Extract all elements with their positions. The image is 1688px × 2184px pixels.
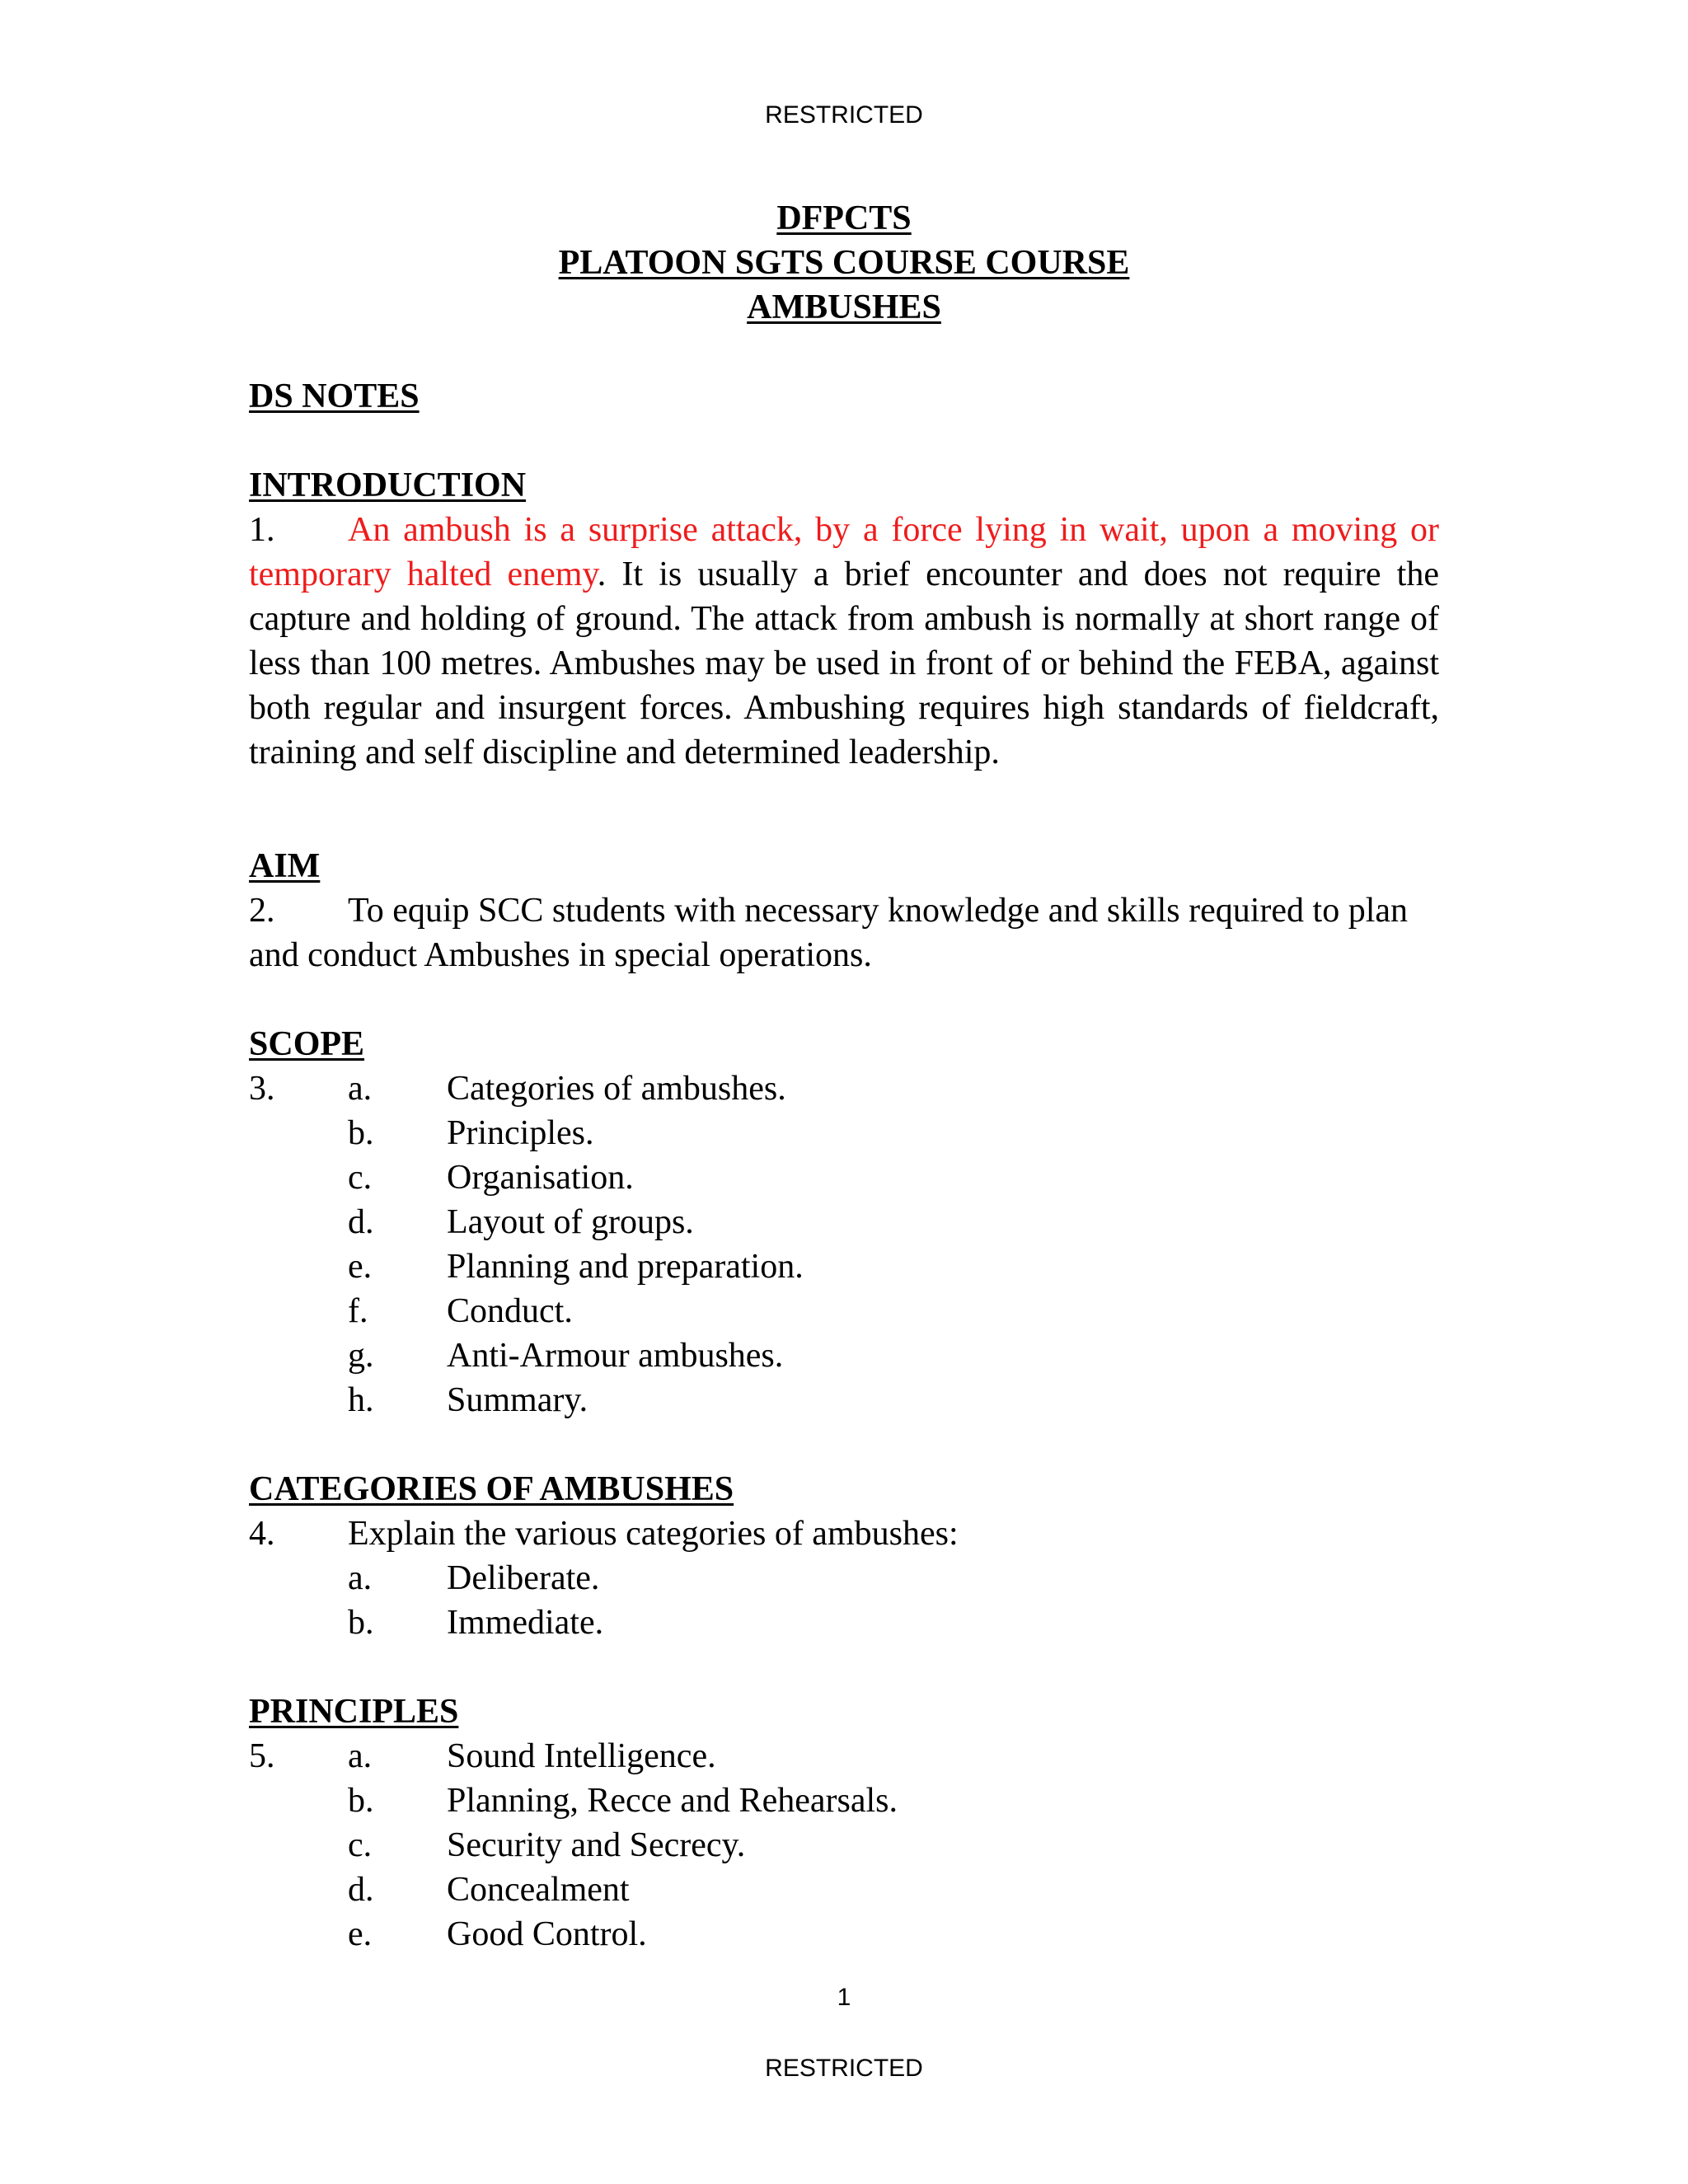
item-text: Summary. (447, 1381, 588, 1419)
categories-list (249, 1511, 1439, 1645)
item-text: Security and Secrecy. (447, 1826, 746, 1864)
list-item (249, 1333, 1439, 1378)
ds-notes-heading: DS NOTES (249, 377, 420, 415)
paragraph-number: 2. (249, 892, 275, 930)
list-item (249, 1779, 1439, 1823)
item-text: Concealment (447, 1871, 630, 1909)
list-item (249, 1601, 1439, 1645)
item-letter: b. (348, 1604, 374, 1642)
title-block (249, 196, 1439, 330)
list-item (249, 1511, 1439, 1556)
list-item (249, 1734, 1439, 1779)
item-text: Planning and preparation. (447, 1248, 804, 1286)
page-number: 1 (837, 1984, 851, 2011)
item-text: Deliberate. (447, 1559, 600, 1597)
item-letter: g. (348, 1337, 374, 1375)
list-item (249, 1155, 1439, 1200)
item-letter: a. (348, 1737, 373, 1775)
item-letter: c. (348, 1159, 373, 1197)
item-text: Immediate. (447, 1604, 604, 1642)
item-letter: c. (348, 1826, 373, 1864)
aim-paragraph (249, 888, 1439, 977)
introduction-paragraph (249, 508, 1439, 775)
item-text: Conduct. (447, 1292, 573, 1330)
item-text: Principles. (447, 1114, 594, 1152)
title-line-3: AMBUSHES (747, 288, 941, 326)
paragraph-number: 1. (249, 511, 275, 549)
title-line-2: PLATOON SGTS COURSE COURSE (558, 244, 1130, 282)
item-text: Sound Intelligence. (447, 1737, 716, 1775)
list-item (249, 1200, 1439, 1244)
item-text: Categories of ambushes. (447, 1070, 786, 1108)
item-letter: e. (348, 1248, 373, 1286)
list-item (249, 1066, 1439, 1111)
paragraph-number: 3. (249, 1070, 275, 1108)
item-letter: b. (348, 1114, 374, 1152)
item-text: Planning, Recce and Rehearsals. (447, 1782, 898, 1820)
item-letter: f. (348, 1292, 368, 1330)
introduction-heading: INTRODUCTION (249, 466, 527, 504)
list-item (249, 1868, 1439, 1912)
categories-intro: Explain the various categories of ambushes: (348, 1515, 959, 1553)
item-letter: b. (348, 1782, 374, 1820)
item-text: Organisation. (447, 1159, 634, 1197)
item-text: Anti-Armour ambushes. (447, 1337, 784, 1375)
list-item (249, 1823, 1439, 1868)
list-item (249, 1378, 1439, 1422)
scope-list (249, 1066, 1439, 1422)
item-letter: a. (348, 1559, 373, 1597)
ambush-definition: An ambush is a surprise attack, by a force lying in wait, upon a moving or temporary halted enemy (249, 511, 1439, 593)
principles-heading: PRINCIPLES (249, 1693, 459, 1731)
item-letter: a. (348, 1070, 373, 1108)
item-letter: d. (348, 1203, 374, 1241)
classification-marking-top: RESTRICTED (765, 101, 923, 129)
item-letter: e. (348, 1915, 373, 1953)
scope-heading: SCOPE (249, 1025, 365, 1063)
paragraph-number: 4. (249, 1515, 275, 1553)
introduction-text: . It is usually a brief encounter and does not require the capture and holding of ground. The attack from ambush is normally at short range of less than 100 metres. Ambushes may be used in front of or behind the FEBA, against both regular and insurgent forces. Ambushing requires high standards of fieldcraft, training and self discipline and determined leadership. (249, 555, 1439, 771)
aim-text: To equip SCC students with necessary knowledge and skills required to plan and conduct Ambushes in special operations. (249, 892, 1409, 974)
title-line-1: DFPCTS (776, 199, 912, 237)
item-text: Layout of groups. (447, 1203, 694, 1241)
item-letter: h. (348, 1381, 374, 1419)
item-letter: d. (348, 1871, 374, 1909)
aim-heading: AIM (249, 847, 321, 885)
item-text: Good Control. (447, 1915, 647, 1953)
list-item (249, 1912, 1439, 1957)
list-item (249, 1111, 1439, 1155)
paragraph-number: 5. (249, 1737, 275, 1775)
list-item (249, 1556, 1439, 1601)
document-body (249, 196, 1439, 1957)
classification-marking-bottom: RESTRICTED (765, 2055, 923, 2082)
list-item (249, 1289, 1439, 1333)
principles-list (249, 1734, 1439, 1957)
list-item (249, 1244, 1439, 1289)
categories-heading: CATEGORIES OF AMBUSHES (249, 1470, 734, 1508)
